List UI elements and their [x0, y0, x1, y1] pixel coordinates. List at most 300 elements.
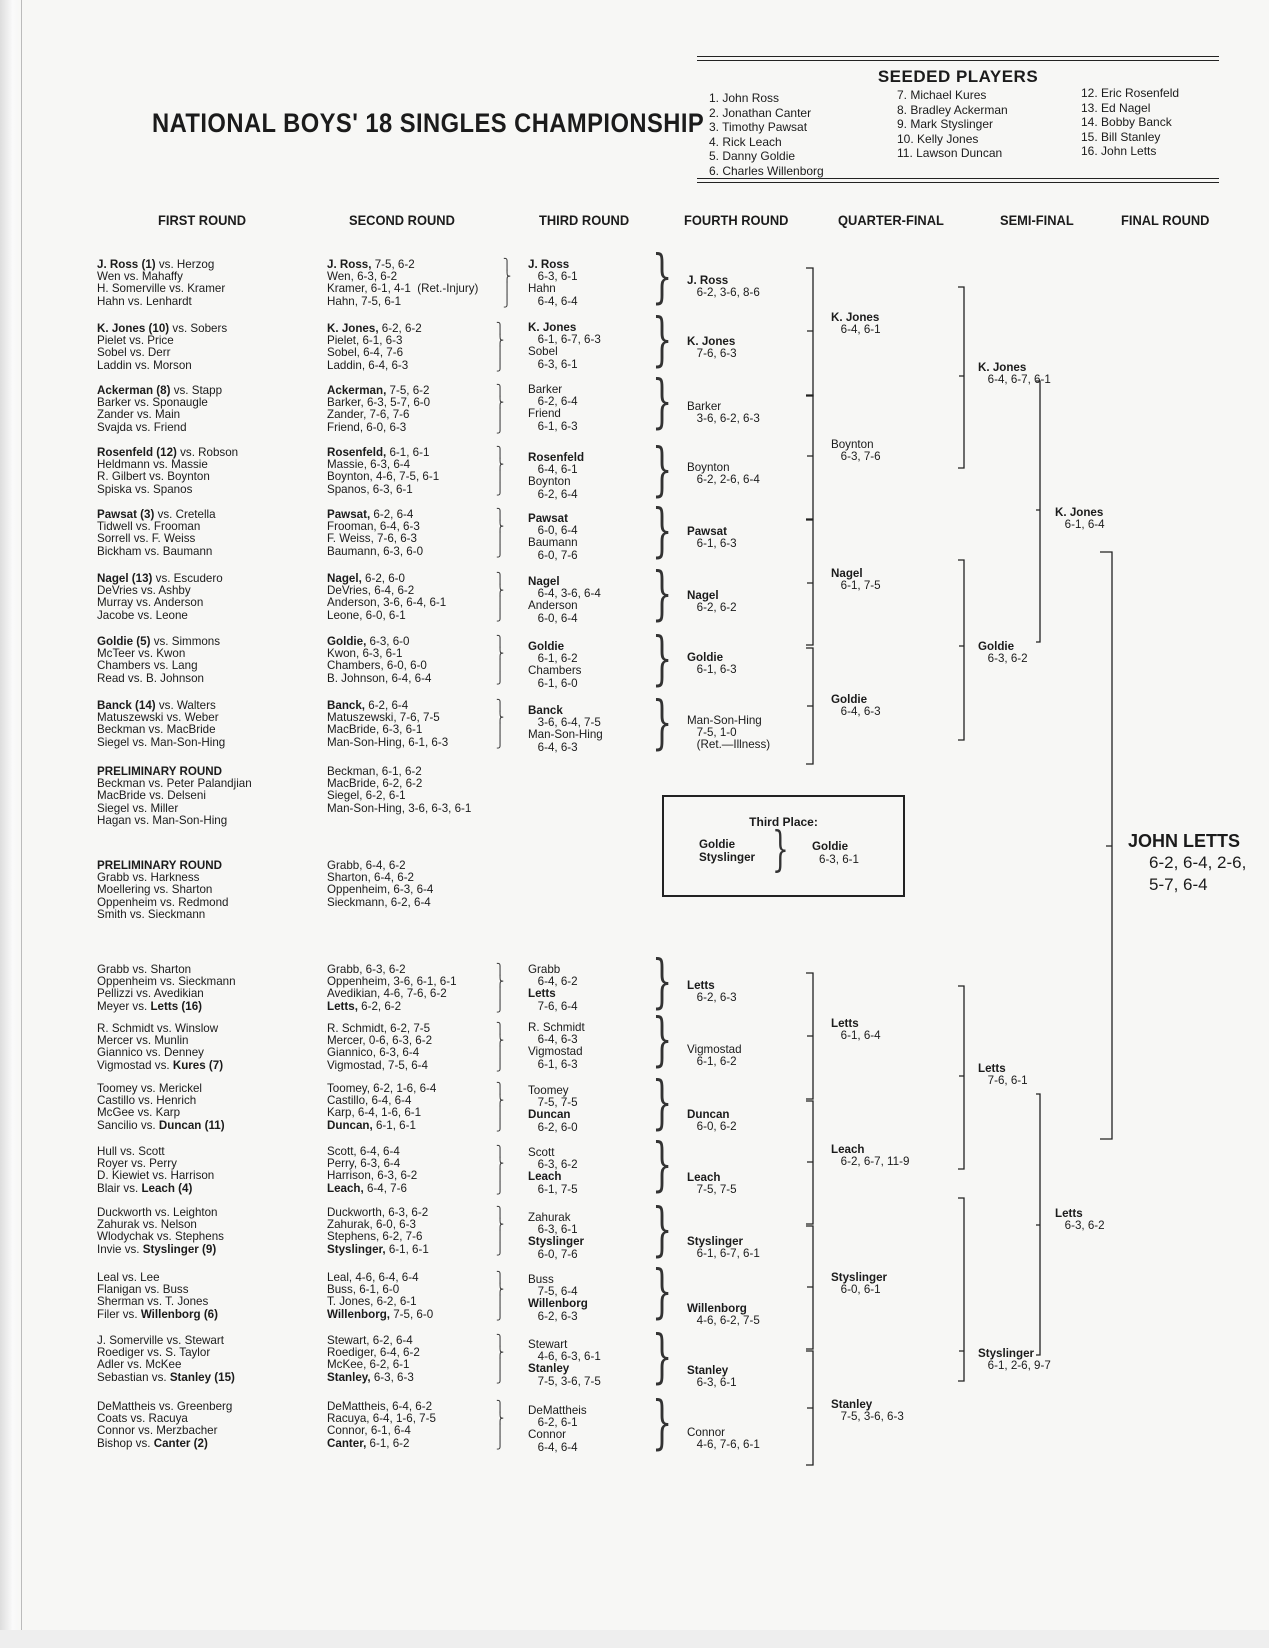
player-name-bold: Styslinger [687, 1235, 744, 1248]
line-text: Pielet vs. Price [97, 334, 174, 348]
sf-bracket-1 [958, 287, 964, 468]
third-round-brace: } [652, 1388, 673, 1456]
line-text: Siegel vs. Man-Son-Hing [97, 735, 226, 749]
champion-name: JOHN LETTS [1128, 831, 1241, 851]
line-text: 6-0, 6-1 [831, 1283, 881, 1297]
line-text: Baumann, 6-3, 6-0 [327, 544, 424, 558]
player-name-bold: Leach [687, 1171, 721, 1184]
line-text: Barker, 6-3, 5-7, 6-0 [327, 396, 431, 410]
line-text: Connor vs. Merzbacher [97, 1424, 218, 1438]
line-text: Read vs. B. Johnson [97, 671, 204, 685]
line-text: Castillo vs. Henrich [97, 1094, 197, 1108]
qf-bracket-5 [806, 973, 813, 1099]
line-text: Giannico vs. Denney [97, 1046, 204, 1060]
line-text: 3-6, 6-2, 6-3 [687, 412, 760, 426]
player-name-bold: Goldie [687, 651, 724, 664]
line-text: 6-2, 6-2 [378, 322, 422, 335]
line-text: 6-2, 6-4 [528, 395, 578, 409]
third-round-brace: } [652, 688, 673, 756]
player-name-bold: Letts [978, 1062, 1006, 1075]
line-text: Wen, 6-3, 6-2 [327, 270, 398, 284]
line-text: 7-5, 6-0 [390, 1307, 434, 1321]
line-text: 6-3, 6-2 [1055, 1219, 1105, 1233]
qf-bracket-1 [806, 268, 813, 396]
line-text: 6-1, 6-7, 6-3 [528, 333, 601, 347]
champion-score-2: 5-7, 6-4 [1149, 875, 1208, 894]
line-text: Laddin vs. Morson [97, 358, 192, 372]
line-text: Man-Son-Hing [528, 728, 603, 742]
line-text: vs. Stapp [170, 384, 223, 397]
player-name-bold: J. Ross [528, 258, 570, 271]
line-text: Grabb [528, 963, 561, 976]
line-text: 6-4, 3-6, 6-4 [528, 587, 601, 601]
line-text: Giannico, 6-3, 6-4 [327, 1046, 420, 1060]
line-text: 6-2, 6-7, 11-9 [831, 1155, 910, 1169]
player-name-bold: Leach [528, 1170, 562, 1184]
third-place-player-1: Goldie [699, 838, 736, 851]
line-text: 4-6, 6-3, 6-1 [528, 1350, 601, 1364]
line-text: MacBride vs. Delseni [97, 789, 206, 803]
small-brace: ⎫ ⎬ ⎪ ⎭ [496, 384, 505, 434]
player-name-bold: Leach, [327, 1181, 364, 1195]
round-header-second: SECOND ROUND [349, 212, 455, 228]
line-text: 6-3, 6-1 [687, 1376, 737, 1390]
qf-bracket-3 [806, 520, 813, 645]
player-name-bold: Letts [687, 979, 715, 992]
line-text: Zahurak vs. Nelson [97, 1218, 197, 1232]
line-text: Stewart [528, 1338, 568, 1351]
line-text: Tidwell vs. Frooman [97, 520, 201, 534]
player-name-bold: Nagel, [327, 572, 362, 585]
line-text: Leal vs. Lee [97, 1271, 160, 1284]
third-round-brace: } [652, 242, 673, 310]
line-text: (Ret.—Illness) [687, 738, 771, 752]
round-header-semi: SEMI-FINAL [1000, 212, 1074, 228]
player-name-bold: Willenborg [687, 1302, 747, 1315]
line-text: MacBride, 6-3, 6-1 [327, 723, 423, 737]
line-text: Vigmostad, 7-5, 6-4 [327, 1058, 428, 1072]
line-text: Boynton [687, 461, 730, 474]
line-text: Zahurak, 6-0, 6-3 [327, 1218, 416, 1232]
player-name-bold: Letts [831, 1017, 859, 1030]
line-text: 6-2, 6-2 [687, 601, 737, 615]
player-name-bold: Letts [528, 987, 556, 1001]
line-text: J. Somerville vs. Stewart [97, 1334, 224, 1347]
line-text: Karp, 6-4, 1-6, 6-1 [327, 1106, 422, 1120]
line-text: Man-Son-Hing, 6-1, 6-3 [327, 735, 449, 749]
player-name-bold: Stanley [528, 1362, 570, 1376]
line-text: Toomey [528, 1084, 569, 1097]
line-text: R. Schmidt [528, 1021, 585, 1034]
qf-bracket-8 [806, 1351, 813, 1465]
line-text: 7-5, 6-2 [371, 258, 415, 271]
player-name-bold: Goldie, [327, 635, 367, 648]
line-text: Racuya, 6-4, 1-6, 7-5 [327, 1412, 436, 1426]
line-text: Royer vs. Perry [97, 1157, 177, 1171]
third-round-brace: } [652, 1322, 673, 1390]
line-text: Spiska vs. Spanos [97, 482, 193, 496]
line-text: Kwon, 6-3, 6-1 [327, 647, 403, 661]
line-text: 6-3, 6-2 [528, 1158, 578, 1172]
player-name-bold: Pawsat, [327, 508, 371, 521]
line-text: 6-4, 6-3 [528, 740, 578, 754]
line-text: 6-2, 6-3 [687, 991, 737, 1005]
line-text: Murray vs. Anderson [97, 596, 204, 610]
third-round-brace: } [652, 559, 673, 627]
line-text: 6-2, 3-6, 8-6 [687, 286, 760, 300]
seeded-players-heading: SEEDED PLAYERS [877, 67, 1039, 86]
line-text: Toomey vs. Merickel [97, 1082, 203, 1095]
line-text: T. Jones, 6-2, 6-1 [327, 1295, 417, 1309]
qf-bracket-2 [806, 395, 813, 519]
line-text: 6-3, 6-1 [528, 270, 578, 284]
line-text: Roediger vs. S. Taylor [97, 1346, 211, 1360]
line-text: 6-4, 6-3 [528, 1033, 578, 1047]
third-place-winner: Goldie [812, 840, 849, 853]
line-text: Zander, 7-6, 7-6 [327, 408, 410, 422]
player-name-bold: Nagel [687, 589, 719, 602]
line-text: Chambers, 6-0, 6-0 [327, 659, 427, 673]
player-name-bold: Willenborg [528, 1297, 588, 1311]
line-text: Oppenheim vs. Redmond [97, 895, 229, 909]
line-text: Sherman vs. T. Jones [97, 1295, 209, 1309]
line-text: Sieckmann, 6-2, 6-4 [327, 895, 431, 909]
small-brace: ⎫ ⎬ ⎪ ⎭ [496, 1206, 505, 1256]
line-text: Connor [687, 1426, 726, 1439]
round-header-fourth: FOURTH ROUND [684, 212, 789, 228]
line-text: Duckworth, 6-3, 6-2 [327, 1206, 429, 1219]
line-text: vs. Escudero [152, 572, 223, 585]
line-text: Stephens, 6-2, 7-6 [327, 1230, 423, 1244]
player-name-bold: Banck, [327, 699, 366, 712]
line-text: 7-5, 3-6, 7-5 [528, 1374, 601, 1388]
line-text: 6-4, 6-4 [528, 294, 578, 308]
third-round-brace: } [652, 1130, 673, 1198]
line-text: Buss, 6-1, 6-0 [327, 1283, 400, 1297]
seed-entry: 6. Charles Willenborg [709, 163, 824, 178]
line-text: Leal, 4-6, 6-4, 6-4 [327, 1271, 419, 1284]
seed-entry: 8. Bradley Ackerman [897, 102, 1008, 117]
line-text: vs. Walters [155, 699, 216, 712]
line-text: Man-Son-Hing [687, 714, 762, 727]
line-text: 6-2, 6-0 [361, 572, 405, 585]
line-text: 7-6, 6-4 [528, 999, 578, 1013]
round-header-final: FINAL ROUND [1121, 212, 1210, 228]
line-text: 6-1, 6-3 [687, 663, 737, 677]
line-text: 6-1, 7-5 [831, 579, 881, 593]
line-text: 6-1, 6-4 [1055, 518, 1105, 532]
player-name-bold: Pawsat [687, 525, 727, 538]
round-header-first: FIRST ROUND [158, 212, 247, 228]
final-bracket [1100, 552, 1112, 1139]
line-text: Grabb vs. Sharton [97, 963, 192, 976]
player-name-bold: Stanley [687, 1364, 729, 1377]
line-text: Hahn [528, 282, 556, 296]
sf-bracket-3 [958, 986, 964, 1169]
line-text: Vigmostad [528, 1045, 583, 1059]
third-round-brace: } [652, 1257, 673, 1325]
third-round-brace: } [652, 1005, 673, 1073]
line-text: R. Schmidt vs. Winslow [97, 1022, 219, 1035]
line-text: Siegel vs. Miller [97, 801, 179, 815]
line-text: Barker [687, 400, 722, 413]
line-text: Wen vs. Mahaffy [97, 270, 183, 284]
seed-entry: 4. Rick Leach [709, 134, 782, 149]
player-name-bold: K. Jones [687, 335, 736, 348]
line-text: Barker vs. Sponaugle [97, 396, 208, 410]
line-text: Grabb, 6-4, 6-2 [327, 859, 406, 872]
line-text: vs. Sobers [169, 322, 228, 335]
line-text: 6-0, 7-6 [528, 548, 578, 562]
third-round-brace: } [652, 1068, 673, 1136]
line-text: 6-3, 6-1 [528, 357, 578, 371]
line-text: Barker [528, 383, 563, 396]
line-text: 6-3, 6-2 [978, 652, 1028, 666]
seed-entry: 16. John Letts [1081, 144, 1157, 158]
line-text: Jacobe vs. Leone [97, 608, 188, 622]
player-name-bold: Goldie [831, 693, 868, 706]
line-text: Castillo, 6-4, 6-4 [327, 1094, 412, 1108]
line-text: 6-0, 6-4 [528, 524, 578, 538]
line-text: McKee, 6-2, 6-1 [327, 1358, 410, 1372]
small-brace: ⎫ ⎬ ⎪ ⎭ [496, 1271, 505, 1321]
player-name-bold: Stanley [831, 1398, 873, 1411]
line-text: 6-1, 6-3 [528, 419, 578, 433]
player-name-bold: Ackerman (8) [97, 384, 171, 397]
line-text: 6-4, 6-7, 6-1 [978, 373, 1051, 387]
seed-entry: 11. Lawson Duncan [897, 146, 1003, 160]
line-text: 4-6, 6-2, 7-5 [687, 1314, 760, 1328]
player-name-bold: Rosenfeld, [327, 446, 387, 459]
small-brace: ⎫ ⎬ ⎪ ⎭ [496, 1334, 505, 1384]
round-header-quarter: QUARTER-FINAL [838, 212, 944, 228]
line-text: 4-6, 7-6, 6-1 [687, 1438, 760, 1452]
small-brace: ⎫ ⎬ ⎪ ⎭ [496, 1082, 505, 1132]
line-text: Chambers vs. Lang [97, 659, 198, 673]
small-brace: ⎫ ⎬ ⎪ ⎭ [496, 508, 505, 558]
line-text: 3-6, 6-4, 7-5 [528, 716, 601, 730]
line-text: Roediger, 6-4, 6-2 [327, 1346, 420, 1360]
line-text: Anderson [528, 599, 578, 613]
seed-entry: 14. Bobby Banck [1081, 115, 1172, 129]
line-text: H. Somerville vs. Kramer [97, 282, 226, 296]
player-name-bold: K. Jones [1055, 506, 1104, 519]
line-text: Blair vs. [97, 1181, 142, 1195]
line-text: Stewart, 6-2, 6-4 [327, 1334, 413, 1347]
line-text: Boynton [831, 438, 874, 451]
third-place-player-2: Styslinger [699, 851, 756, 864]
line-text: Boynton, 4-6, 7-5, 6-1 [327, 470, 440, 484]
player-name-bold: Nagel (13) [97, 572, 153, 585]
player-name-bold: Styslinger [978, 1347, 1035, 1360]
line-text: 7-6, 6-1 [978, 1074, 1028, 1088]
line-text: 6-4, 6-3 [831, 705, 881, 719]
line-text: Svajda vs. Friend [97, 420, 187, 434]
line-text: Oppenheim, 3-6, 6-1, 6-1 [327, 975, 457, 989]
line-text: Leone, 6-0, 6-1 [327, 608, 406, 622]
player-name-bold: Styslinger, [327, 1242, 386, 1256]
line-text: Kramer, 6-1, 4-1 (Ret.-Injury) [327, 282, 479, 296]
small-brace: ⎫ ⎬ ⎪ ⎭ [496, 635, 505, 685]
third-round-brace: } [652, 947, 673, 1015]
line-text: Grabb, 6-3, 6-2 [327, 963, 406, 976]
line-text: 7-5, 7-5 [687, 1183, 737, 1197]
player-name-bold: Nagel [831, 567, 863, 580]
player-name-bold: K. Jones [978, 361, 1027, 374]
line-text: Frooman, 6-4, 6-3 [327, 520, 420, 534]
line-text: 6-4, 6-1 [528, 463, 578, 477]
line-text: 6-1, 2-6, 9-7 [978, 1359, 1051, 1373]
line-text: Mercer vs. Munlin [97, 1034, 189, 1048]
line-text: DeMattheis vs. Greenberg [97, 1400, 233, 1413]
line-text: Pielet, 6-1, 6-3 [327, 334, 403, 348]
line-text: Moellering vs. Sharton [97, 883, 213, 897]
line-text: Pellizzi vs. Avedikian [97, 987, 204, 1001]
line-text: Matuszewski vs. Weber [97, 711, 219, 725]
final-sf-bracket-2 [1036, 1094, 1040, 1355]
line-text: Invie vs. [97, 1242, 143, 1256]
line-text: Sharton, 6-4, 6-2 [327, 871, 415, 885]
seed-entry: 2. Jonathan Canter [709, 105, 812, 120]
third-round-brace: } [652, 367, 673, 435]
player-name-bold: Banck [528, 704, 563, 717]
final-sf-bracket-1 [1036, 381, 1040, 642]
line-text: Harrison, 6-3, 6-2 [327, 1169, 418, 1183]
line-text: 6-1, 6-1 [385, 1242, 429, 1256]
line-text: Anderson, 3-6, 6-4, 6-1 [327, 596, 447, 610]
small-brace: ⎫ ⎬ ⎪ ⎭ [496, 699, 505, 749]
player-name-bold: Pawsat [528, 512, 568, 525]
line-text: vs. Cretella [154, 508, 216, 521]
line-text: Baumann [528, 536, 578, 550]
player-name-bold: J. Ross (1) [97, 258, 156, 271]
line-text: 6-4, 6-2 [528, 975, 578, 989]
line-text: Meyer vs. [97, 999, 151, 1013]
line-text: Bickham vs. Baumann [97, 544, 213, 558]
line-text: 6-1, 7-5 [528, 1182, 578, 1196]
line-text: 6-1, 6-2 [366, 1436, 410, 1450]
player-name-bold: Duncan [687, 1108, 730, 1121]
player-name-bold: Canter, [327, 1436, 367, 1450]
line-text: 7-6, 6-3 [687, 347, 737, 361]
champion-score-1: 6-2, 6-4, 2-6, [1149, 853, 1247, 872]
line-text: 6-0, 7-6 [528, 1247, 578, 1261]
line-text: Smith vs. Sieckmann [97, 907, 206, 921]
player-name-bold: Duncan [528, 1108, 571, 1122]
line-text: Perry, 6-3, 6-4 [327, 1157, 401, 1171]
third-place-score: 6-3, 6-1 [819, 853, 859, 866]
line-text: F. Weiss, 7-6, 6-3 [327, 532, 417, 546]
line-text: 6-4, 7-6 [363, 1181, 407, 1195]
line-text: 7-5, 1-0 [687, 726, 737, 740]
line-text: R. Gilbert vs. Boynton [97, 470, 210, 484]
line-text: 6-0, 6-4 [528, 611, 578, 625]
line-text: Wlodychak vs. Stephens [97, 1230, 224, 1244]
line-text: 6-3, 7-6 [831, 450, 881, 464]
line-text: Grabb vs. Harkness [97, 871, 200, 885]
line-text: Friend, 6-0, 6-3 [327, 420, 407, 434]
line-text: 6-4, 6-1 [831, 323, 881, 337]
line-text: Vigmostad vs. [97, 1058, 173, 1072]
line-text: DeVries vs. Ashby [97, 584, 191, 598]
line-text: Hagan vs. Man-Son-Hing [97, 813, 228, 827]
player-name-bold: Ackerman, [327, 384, 387, 397]
seed-entry: 5. Danny Goldie [709, 149, 796, 163]
line-text: 6-2, 6-3 [528, 1309, 578, 1323]
seed-entry: 1. John Ross [709, 91, 780, 105]
player-name-bold: K. Jones, [327, 322, 379, 335]
player-name-bold: Pawsat (3) [97, 508, 155, 521]
line-text: Man-Son-Hing, 3-6, 6-3, 6-1 [327, 801, 472, 815]
player-name-bold: PRELIMINARY ROUND [97, 859, 222, 872]
line-text: Beckman vs. Peter Palandjian [97, 777, 252, 791]
player-name-bold: Stanley, [327, 1370, 371, 1384]
line-text: 6-3, 6-3 [370, 1370, 414, 1384]
line-text: Mercer, 0-6, 6-3, 6-2 [327, 1034, 433, 1048]
round-header-third: THIRD ROUND [539, 212, 630, 228]
qf-bracket-6 [806, 1101, 813, 1224]
small-brace: ⎫ ⎬ ⎪ ⎭ [496, 572, 505, 622]
player-name-bold: Nagel [528, 575, 560, 588]
player-name-bold: Canter (2) [153, 1436, 208, 1450]
line-text: 6-2, 6-4 [528, 487, 578, 501]
line-text: Hahn vs. Lenhardt [97, 294, 192, 308]
line-text: Sancilio vs. [97, 1118, 159, 1132]
line-text: D. Kiewiet vs. Harrison [97, 1169, 215, 1183]
line-text: Sobel, 6-4, 7-6 [327, 346, 404, 360]
line-text: vs. Simmons [150, 635, 221, 648]
player-name-bold: Willenborg (6) [140, 1307, 218, 1321]
line-text: Coats vs. Racuya [97, 1412, 188, 1426]
player-name-bold: Leach [831, 1143, 865, 1156]
seed-entry: 7. Michael Kures [897, 88, 987, 102]
line-text: 6-1, 6-2 [687, 1055, 737, 1069]
seed-entry: 3. Timothy Pawsat [709, 120, 808, 134]
small-brace: ⎫ ⎬ ⎪ ⎭ [503, 258, 512, 308]
player-name-bold: Letts [1055, 1207, 1083, 1220]
line-text: Toomey, 6-2, 1-6, 6-4 [327, 1082, 437, 1095]
seed-entry: 15. Bill Stanley [1081, 129, 1161, 144]
line-text: Zander vs. Main [97, 408, 181, 422]
line-text: Scott [528, 1146, 555, 1159]
small-brace: ⎫ ⎬ ⎪ ⎭ [496, 1400, 505, 1450]
qf-bracket-4 [806, 648, 813, 764]
player-name-bold: J. Ross, [327, 258, 372, 271]
third-round-brace: } [652, 496, 673, 564]
line-text: 6-4, 6-4 [528, 1440, 578, 1454]
player-name-bold: Goldie (5) [97, 635, 151, 648]
line-text: Beckman, 6-1, 6-2 [327, 765, 422, 778]
small-brace: ⎫ ⎬ ⎪ ⎭ [496, 446, 505, 496]
small-brace: ⎫ ⎬ ⎪ ⎭ [496, 1022, 505, 1072]
line-text: Avedikian, 4-6, 7-6, 6-2 [327, 987, 447, 1001]
line-text: Buss [528, 1273, 554, 1286]
line-text: Matuszewski, 7-6, 7-5 [327, 711, 440, 725]
line-text: 6-1, 6-1 [386, 446, 430, 459]
qf-bracket-7 [806, 1226, 813, 1349]
line-text: Oppenheim, 6-3, 6-4 [327, 883, 434, 897]
small-brace: ⎫ ⎬ ⎪ ⎭ [496, 1145, 505, 1195]
line-text: Sobel vs. Derr [97, 346, 171, 360]
line-text: Chambers [528, 664, 582, 678]
player-name-bold: Duncan, [327, 1118, 373, 1132]
line-text: R. Schmidt, 6-2, 7-5 [327, 1022, 431, 1035]
player-name-bold: K. Jones [528, 321, 577, 334]
line-text: 6-1, 6-1 [372, 1118, 416, 1132]
small-brace: ⎫ ⎬ ⎪ ⎭ [496, 322, 505, 372]
player-name-bold: Styslinger (9) [142, 1242, 217, 1256]
line-text: 6-0, 6-2 [687, 1120, 737, 1134]
